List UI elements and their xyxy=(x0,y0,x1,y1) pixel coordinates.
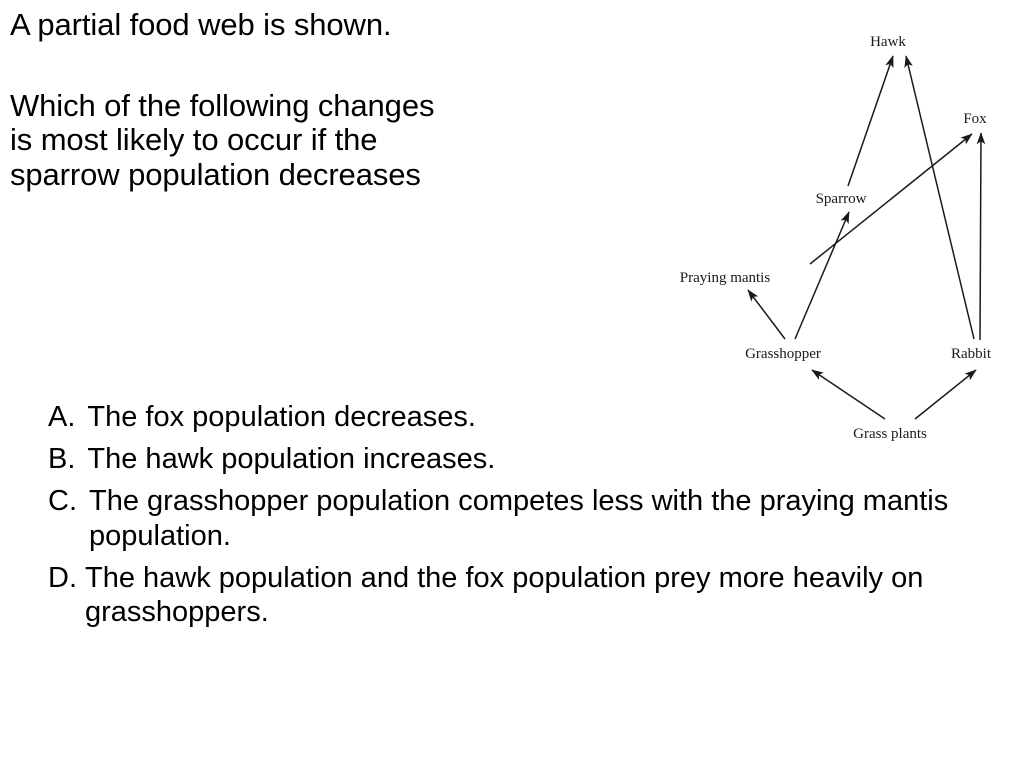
answer-choice-a-text: The fox population decreases. xyxy=(87,401,476,433)
prompt-line-1: A partial food web is shown. xyxy=(10,7,392,42)
food-web-diagram xyxy=(650,14,1024,454)
answer-choice-b-text: The hawk population increases. xyxy=(87,443,496,476)
answer-choice-c[interactable] xyxy=(48,484,1013,552)
node-label-fox: Fox xyxy=(963,111,987,127)
answer-choice-a-letter: A. xyxy=(48,401,76,433)
prompt-line-4: sparrow population decreases xyxy=(10,157,421,193)
question-prompt xyxy=(10,8,650,193)
answer-choice-c-letter: C. xyxy=(48,485,77,518)
edge-sparrow-hawk xyxy=(848,56,893,186)
answer-choice-d[interactable] xyxy=(48,561,1013,629)
node-label-grasshopper: Grasshopper xyxy=(745,346,821,362)
edge-grasshopper-mantis xyxy=(748,290,785,339)
node-label-rabbit: Rabbit xyxy=(951,346,991,362)
edge-grass-grasshopper xyxy=(812,370,885,419)
prompt-line-2: Which of the following changes xyxy=(10,87,435,123)
prompt-spacer xyxy=(10,43,650,89)
edge-grass-rabbit xyxy=(915,370,976,419)
edge-rabbit-fox xyxy=(980,133,981,340)
food-web-svg xyxy=(650,14,1024,454)
answer-choice-d-text: The hawk population and the fox population prey more heavily on grasshoppers. xyxy=(85,561,924,629)
prompt-line-3: is most likely to occur if the xyxy=(10,122,378,158)
node-label-sparrow: Sparrow xyxy=(815,191,867,207)
edge-rabbit-hawk xyxy=(906,56,974,339)
food-web-edges xyxy=(748,56,981,419)
node-label-praying-mantis: Praying mantis xyxy=(679,270,771,286)
answer-choice-c-text: The grasshopper population competes less with the praying mantis population. xyxy=(89,485,949,552)
node-label-hawk: Hawk xyxy=(870,34,906,50)
answer-choice-d-letter: D. xyxy=(48,561,77,594)
node-label-grass-plants: Grass plants xyxy=(853,426,927,442)
answer-choice-b-letter: B. xyxy=(48,443,76,476)
edge-grasshopper-sparrow xyxy=(795,212,849,339)
